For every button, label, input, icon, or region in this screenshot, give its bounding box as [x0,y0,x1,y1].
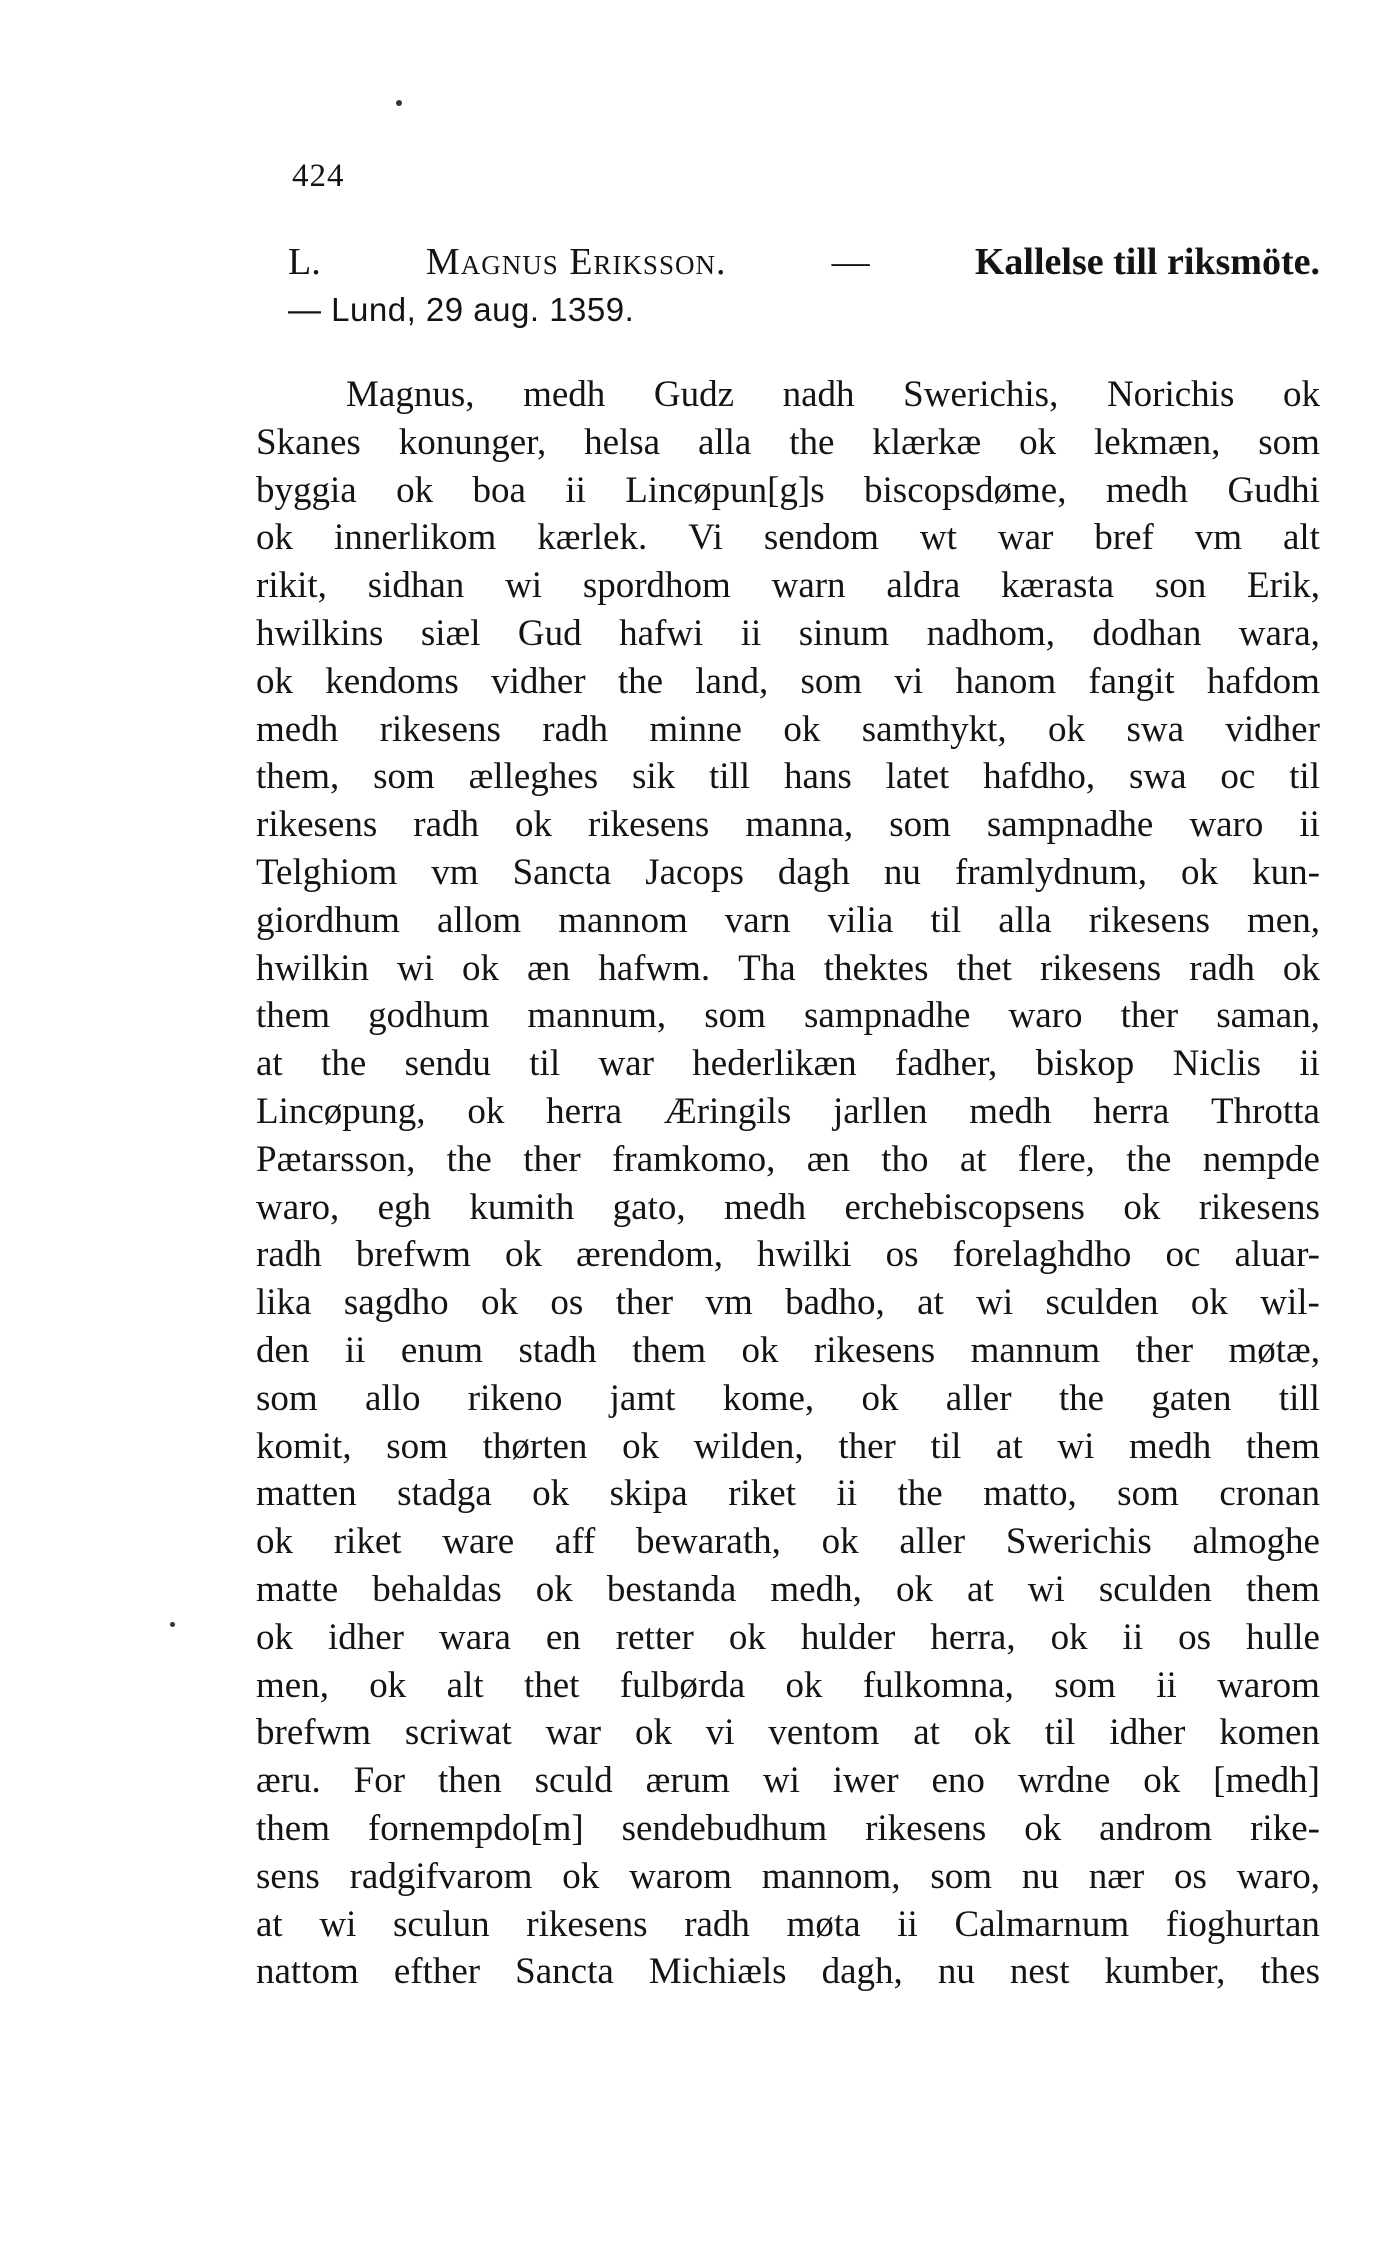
heading-title-line [288,238,1320,286]
text-line: radh brefwm ok ærendom, hwilki os forelaghdho oc aluar- [256,1234,1320,1276]
text-line: men, ok alt thet fulbørda ok fulkomna, som ii warom [256,1664,1320,1706]
text-line: at wi sculun rikesens radh møta ii Calmarnum fioghurtan [256,1903,1320,1945]
print-speck [170,1622,175,1627]
text-line: æru. For then sculd ærum wi iwer eno wrdne ok [medh] [256,1760,1320,1802]
document-number: L. [288,241,321,283]
print-speck [396,100,402,106]
text-line: byggia ok boa ii Lincøpun[g]s biscopsdøme, medh Gudhi [256,469,1320,511]
text-line: Magnus, medh Gudz nadh Swerichis, Norichis ok [346,374,1320,415]
text-line: brefwm scriwat war ok vi ventom at ok til idher komen [256,1712,1320,1754]
document-author: Magnus Eriksson. [425,241,727,283]
text-line: them, som ælleghes sik till hans latet hafdho, swa oc til [256,756,1320,798]
text-line: Pætarsson, the ther framkomo, æn tho at flere, the nempde [256,1138,1320,1180]
text-line: som allo rikeno jamt kome, ok aller the gaten till [256,1377,1320,1419]
document-heading [288,238,1320,334]
text-line: ok innerlikom kærlek. Vi sendom wt war bref vm alt [256,517,1320,559]
text-line: them fornempdo[m] sendebudhum rikesens ok androm rike- [256,1807,1320,1849]
text-line: rikesens radh ok rikesens manna, som sampnadhe waro ii [256,804,1320,846]
text-line: nattom efther Sancta Michiæls dagh, nu nest kumber, thes [256,1951,1320,1993]
text-line: matte behaldas ok bestanda medh, ok at wi sculden them [256,1568,1320,1610]
text-line: at the sendu til war hederlikæn fadher, biskop Niclis ii [256,1043,1320,1085]
text-line: ok idher wara en retter ok hulder herra, ok ii os hulle [256,1616,1320,1658]
body-text [256,371,1320,1996]
text-line: giordhum allom mannom varn vilia til alla rikesens men, [256,899,1320,941]
heading-dash: — [831,241,870,283]
text-line: Telghiom vm Sancta Jacops dagh nu framlydnum, ok kun- [256,851,1320,893]
text-line: sens radgifvarom ok warom mannom, som nu nær os waro, [256,1855,1320,1897]
text-line: Lincøpung, ok herra Æringils jarllen medh herra Throtta [256,1090,1320,1132]
text-line: medh rikesens radh minne ok samthykt, ok swa vidher [256,708,1320,750]
text-line: matten stadga ok skipa riket ii the matto, som cronan [256,1473,1320,1515]
document-title: Kallelse till riksmöte. [974,241,1320,283]
text-line: Skanes konunger, helsa alla the klærkæ ok lekmæn, som [256,421,1320,463]
text-line: rikit, sidhan wi spordhom warn aldra kærasta son Erik, [256,565,1320,607]
text-line: den ii enum stadh them ok rikesens mannum ther møtæ, [256,1329,1320,1371]
place-date: — Lund, 29 aug. 1359. [288,291,635,328]
text-line: ok riket ware aff bewarath, ok aller Swerichis almoghe [256,1521,1320,1563]
text-line: ok kendoms vidher the land, som vi hanom fangit hafdom [256,660,1320,702]
text-line: komit, som thørten ok wilden, ther til at wi medh them [256,1425,1320,1467]
text-line: hwilkin wi ok æn hafwm. Tha thektes thet rikesens radh ok [256,947,1320,989]
text-line: hwilkins siæl Gud hafwi ii sinum nadhom, dodhan wara, [256,612,1320,654]
page-number: 424 [292,158,345,194]
text-line: waro, egh kumith gato, medh erchebiscopsens ok rikesens [256,1186,1320,1228]
text-line: them godhum mannum, som sampnadhe waro ther saman, [256,995,1320,1037]
text-line: lika sagdho ok os ther vm badho, at wi sculden ok wil- [256,1282,1320,1324]
